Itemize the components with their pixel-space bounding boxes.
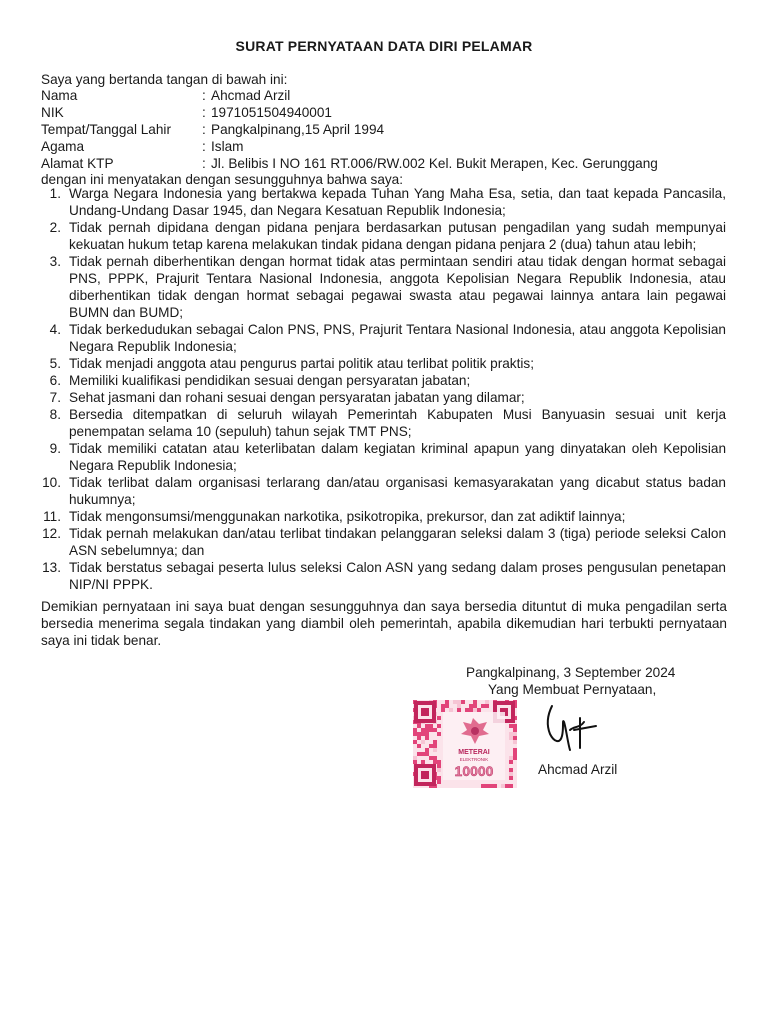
identity-separator: : <box>202 122 206 137</box>
identity-row <box>41 138 741 155</box>
list-item-text: Tidak pernah melakukan dan/atau terlibat tindakan pelanggaran seleksi dalam 3 (tiga) periode seleksi Calon ASN sebelumnya; dan <box>69 526 726 558</box>
list-item-number: 1. <box>49 186 61 201</box>
signer-name: Ahcmad Arzil <box>538 762 618 777</box>
list-item-number: 13. <box>42 560 61 575</box>
list-item-text: Tidak mengonsumsi/menggunakan narkotika, psikotropika, prekursor, dan zat adiktif lainnya; <box>69 509 626 524</box>
list-item-number: 10. <box>42 475 61 490</box>
list-item <box>20 321 726 355</box>
list-item-text: Warga Negara Indonesia yang bertakwa kepada Tuhan Yang Maha Esa, setia, dan taat kepada Pancasila, Undang-Undang Dasar 1945, dan Negara Kesatuan Republik Indonesia; <box>69 186 726 218</box>
identity-separator: : <box>202 139 206 154</box>
list-item <box>20 355 726 372</box>
list-item <box>20 219 726 253</box>
identity-separator: : <box>202 105 206 120</box>
identity-label: Tempat/Tanggal Lahir <box>41 122 171 137</box>
identity-value: Ahcmad Arzil <box>211 88 291 103</box>
identity-row <box>41 87 741 104</box>
place-date: Pangkalpinang, 3 September 2024 <box>466 665 676 680</box>
identity-row <box>41 155 741 172</box>
maker-label: Yang Membuat Pernyataan, <box>488 682 657 697</box>
list-item-text: Tidak memiliki catatan atau keterlibatan dalam kegiatan kriminal apapun yang dinyatakan oleh Kepolisian Negara Republik Indonesia; <box>69 441 726 473</box>
list-item-number: 3. <box>49 254 61 269</box>
list-item <box>20 508 726 525</box>
identity-block <box>41 87 741 172</box>
list-item-text: Tidak pernah diberhentikan dengan hormat tidak atas permintaan sendiri atau tidak dengan hormat sebagai PNS, PPPK, Prajurit Tentara Nasional Indonesia, anggota Kepolisian Negara Republik Indonesia, atau diberhentikan tidak dengan hormat sebagai pegawai swasta atau pegawai lainnya antara lain pegawai BUMN dan BUMD; <box>69 254 726 320</box>
list-item-text: Tidak berkedudukan sebagai Calon PNS, PNS, Prajurit Tentara Nasional Indonesia, atau anggota Kepolisian Negara Republik Indonesia; <box>69 322 726 354</box>
identity-label: NIK <box>41 105 64 120</box>
list-item-number: 8. <box>49 407 61 422</box>
statement-text: dengan ini menyatakan dengan sesungguhnya bahwa saya: <box>41 172 404 187</box>
declaration-list <box>20 185 726 593</box>
identity-row <box>41 104 741 121</box>
list-item <box>20 406 726 440</box>
identity-row <box>41 121 741 138</box>
identity-label: Nama <box>41 88 78 103</box>
list-item <box>20 185 726 219</box>
list-item <box>20 253 726 321</box>
closing-paragraph: Demikian pernyataan ini saya buat dengan sesungguhnya dan saya bersedia dituntut di muka pengadilan serta bersedia menerima segala tindakan yang diambil oleh pemerintah, apabila dikemudian hari terbukti pernyataan saya ini tidak benar. <box>41 599 727 648</box>
list-item-number: 11. <box>43 509 61 524</box>
list-item-text: Tidak pernah dipidana dengan pidana penjara berdasarkan putusan pengadilan yang sudah mempunyai kekuatan hukum tetap karena melakukan tindak pidana dengan pidana penjara 2 (dua) tahun atau lebih; <box>69 220 726 252</box>
identity-label: Alamat KTP <box>41 156 114 171</box>
identity-separator: : <box>202 156 206 171</box>
identity-value: Pangkalpinang,15 April 1994 <box>211 122 385 137</box>
list-item <box>20 525 726 559</box>
list-item <box>20 372 726 389</box>
stamp-amount: 10000 <box>454 763 494 779</box>
list-item-number: 12. <box>42 526 61 541</box>
stamp-sub: ELEKTRONIK <box>459 757 489 762</box>
document-title: SURAT PERNYATAAN DATA DIRI PELAMAR <box>235 38 533 54</box>
identity-value: Islam <box>211 139 244 154</box>
list-item-number: 7. <box>49 390 61 405</box>
list-item-number: 9. <box>49 441 61 456</box>
list-item-text: Sehat jasmani dan rohani sesuai dengan persyaratan jabatan yang dilamar; <box>69 390 525 405</box>
identity-value: Jl. Belibis I NO 161 RT.006/RW.002 Kel. Bukit Merapen, Kec. Gerunggang <box>211 156 658 171</box>
list-item-number: 5. <box>49 356 61 371</box>
list-item-text: Tidak menjadi anggota atau pengurus partai politik atau terlibat politik praktis; <box>69 356 534 371</box>
list-item-text: Tidak terlibat dalam organisasi terlarang dan/atau organisasi kemasyarakatan yang dicabut status badan hukumnya; <box>69 475 726 507</box>
intro-text: Saya yang bertanda tangan di bawah ini: <box>41 72 288 87</box>
list-item-number: 4. <box>49 322 61 337</box>
list-item <box>20 389 726 406</box>
identity-label: Agama <box>41 139 85 154</box>
list-item <box>20 559 726 593</box>
list-item-number: 2. <box>49 220 61 235</box>
list-item <box>20 440 726 474</box>
list-item-text: Bersedia ditempatkan di seluruh wilayah Pemerintah Kabupaten Musi Banyuasin sesuai unit kerja penempatan selama 10 (sepuluh) tahun sejak TMT PNS; <box>69 407 726 439</box>
list-item-text: Tidak berstatus sebagai peserta lulus seleksi Calon ASN yang sedang dalam proses pengusulan penetapan NIP/NI PPPK. <box>69 560 726 592</box>
meterai-stamp <box>413 700 517 788</box>
list-item <box>20 474 726 508</box>
list-item-text: Memiliki kualifikasi pendidikan sesuai dengan persyaratan jabatan; <box>69 373 471 388</box>
list-item-number: 6. <box>49 373 61 388</box>
signature-icon <box>540 700 602 754</box>
identity-separator: : <box>202 88 206 103</box>
stamp-label: METERAI <box>458 749 490 756</box>
identity-value: 1971051504940001 <box>211 105 332 120</box>
